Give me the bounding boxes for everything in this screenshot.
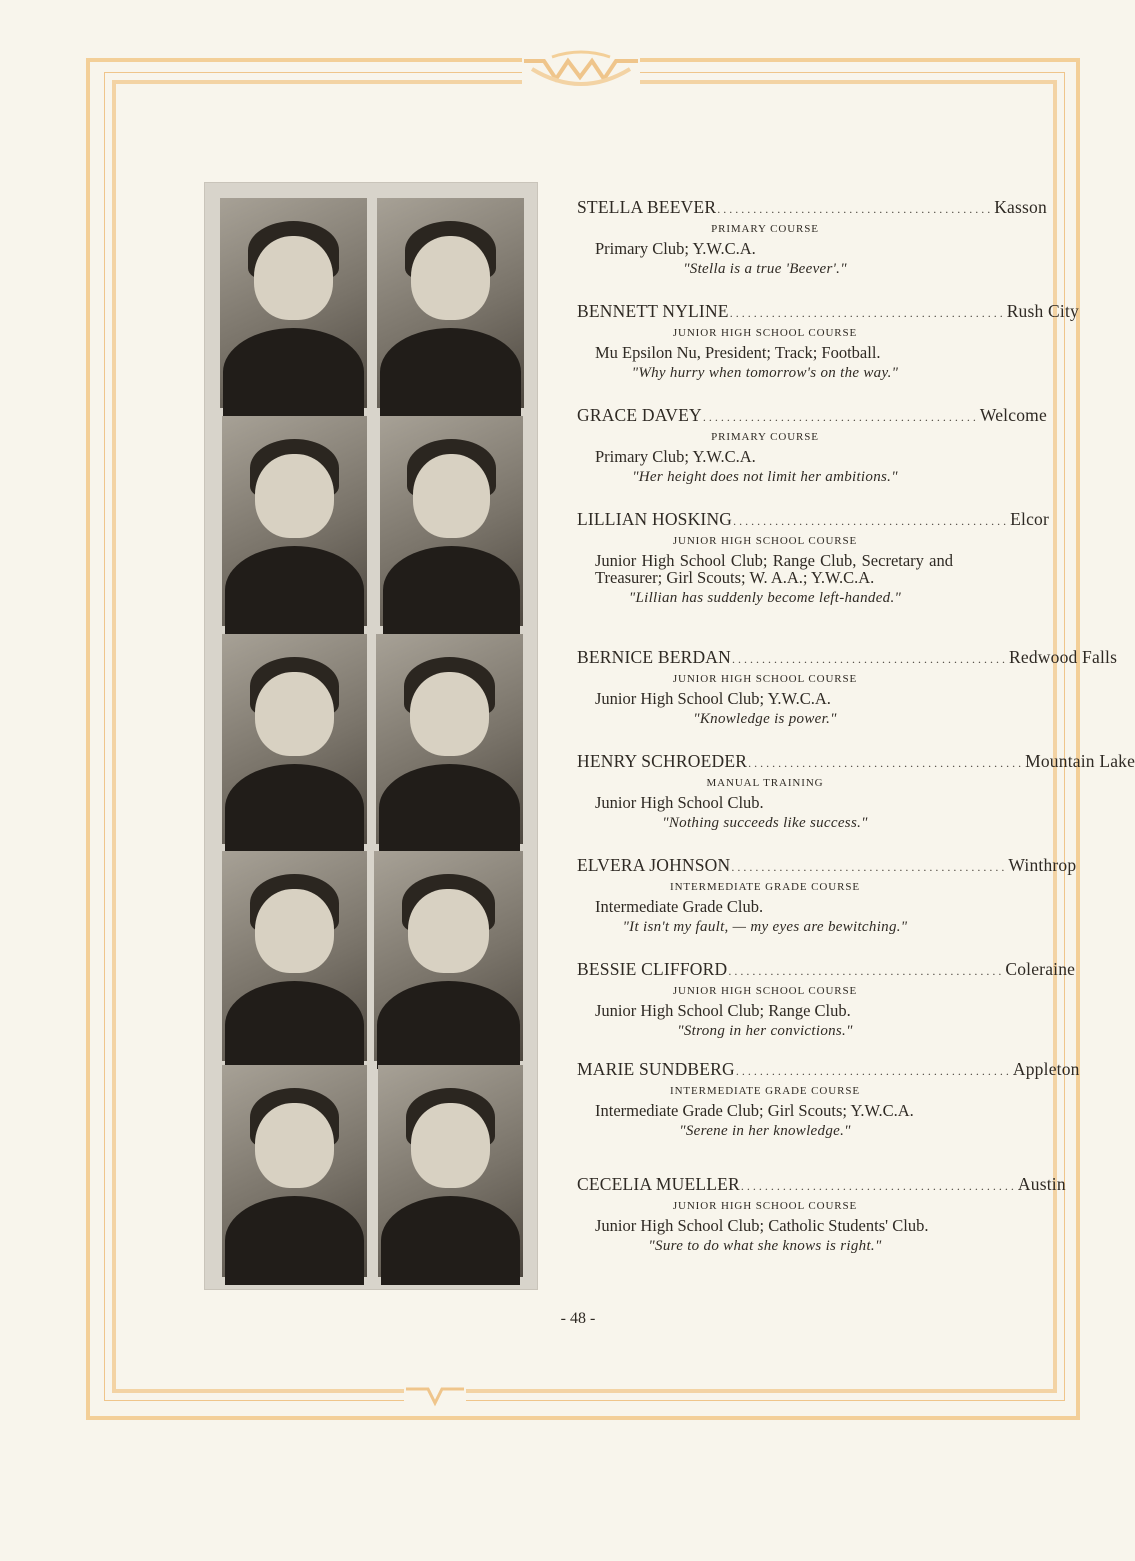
student-entry	[577, 196, 1047, 279]
quote: "Sure to do what she knows is right."	[648, 1238, 882, 1254]
quote: "Stella is a true 'Beever'."	[683, 261, 847, 277]
quote: "Strong in her convictions."	[677, 1023, 853, 1039]
student-name: ELVERA JOHNSON	[577, 855, 731, 875]
portrait-strip	[204, 182, 538, 1290]
student-entry	[577, 958, 1076, 1041]
activities: Primary Club; Y.W.C.A.	[595, 447, 756, 466]
student-entry	[577, 646, 1118, 729]
hometown: Redwood Falls	[1009, 647, 1118, 667]
hometown: Austin	[1017, 1174, 1066, 1194]
name-line: STELLA BEEVER .............................................. Kasson	[577, 197, 1047, 217]
portrait-photo	[222, 634, 367, 844]
hometown: Coleraine	[1005, 959, 1076, 979]
name-line: HENRY SCHROEDER .............................................. Mountain Lake	[577, 751, 1135, 771]
name-line: GRACE DAVEY .............................................. Welcome	[577, 405, 1047, 425]
activities: Mu Epsilon Nu, President; Track; Football.	[595, 343, 881, 362]
course-name: JUNIOR HIGH SCHOOL COURSE	[672, 1200, 858, 1212]
student-name: BESSIE CLIFFORD	[577, 959, 728, 979]
activities: Junior High School Club.	[595, 793, 764, 812]
student-entry	[577, 1173, 1066, 1256]
name-line: BENNETT NYLINE .............................................. Rush City	[577, 301, 1079, 321]
hometown: Kasson	[994, 197, 1047, 217]
course-name: JUNIOR HIGH SCHOOL COURSE	[672, 535, 858, 547]
course-name: JUNIOR HIGH SCHOOL COURSE	[672, 673, 858, 685]
student-name: GRACE DAVEY	[577, 405, 702, 425]
course-name: PRIMARY COURSE	[711, 431, 819, 443]
hometown: Welcome	[979, 405, 1047, 425]
portrait-photo	[222, 416, 367, 626]
portrait-photo	[376, 634, 523, 844]
name-line: ELVERA JOHNSON .............................................. Winthrop	[577, 855, 1077, 875]
student-name: MARIE SUNDBERG	[577, 1059, 735, 1079]
hometown: Mountain Lake	[1025, 751, 1135, 771]
student-name: LILLIAN HOSKING	[577, 509, 733, 529]
name-line: MARIE SUNDBERG .............................................. Appleton	[577, 1059, 1080, 1079]
quote: "Nothing succeeds like success."	[662, 815, 868, 831]
student-name: BENNETT NYLINE	[577, 301, 729, 321]
course-name: MANUAL TRAINING	[706, 777, 824, 789]
portrait-photo	[220, 198, 367, 408]
course-name: PRIMARY COURSE	[711, 223, 819, 235]
quote: "It isn't my fault, — my eyes are bewitching."	[622, 919, 908, 935]
activities: Junior High School Club; Range Club, Secretary and Treasurer; Girl Scouts; W. A.A.; Y.W.C.A.	[595, 551, 953, 587]
quote: "Her height does not limit her ambitions."	[632, 469, 898, 485]
student-name: STELLA BEEVER	[577, 197, 717, 217]
activities: Junior High School Club; Range Club.	[595, 1001, 851, 1020]
quote: "Serene in her knowledge."	[679, 1123, 851, 1139]
portrait-photo	[380, 416, 523, 626]
activities: Junior High School Club; Catholic Students' Club.	[595, 1216, 929, 1235]
hometown: Rush City	[1006, 301, 1079, 321]
hometown: Winthrop	[1008, 855, 1077, 875]
portrait-photo	[374, 851, 523, 1061]
top-ornament	[522, 47, 640, 97]
student-entry	[577, 508, 1050, 608]
name-line: BERNICE BERDAN .............................................. Redwood Falls	[577, 647, 1118, 667]
student-entry	[577, 854, 1077, 937]
portrait-photo	[378, 1065, 523, 1277]
hometown: Appleton	[1012, 1059, 1080, 1079]
student-name: HENRY SCHROEDER	[577, 751, 748, 771]
portrait-photo	[377, 198, 524, 408]
portrait-photo	[222, 1065, 367, 1277]
hometown: Elcor	[1010, 509, 1050, 529]
activities: Intermediate Grade Club.	[595, 897, 764, 916]
activities: Intermediate Grade Club; Girl Scouts; Y.W.C.A.	[595, 1101, 914, 1120]
course-name: INTERMEDIATE GRADE COURSE	[670, 1085, 860, 1097]
activities: Junior High School Club; Y.W.C.A.	[595, 689, 831, 708]
student-name: BERNICE BERDAN	[577, 647, 731, 667]
course-name: JUNIOR HIGH SCHOOL COURSE	[672, 985, 858, 997]
student-entry	[577, 1058, 1080, 1141]
student-entry	[577, 404, 1047, 487]
bottom-ornament	[404, 1385, 466, 1407]
name-line: BESSIE CLIFFORD .............................................. Coleraine	[577, 959, 1076, 979]
quote: "Lillian has suddenly become left-handed."	[628, 590, 902, 606]
name-line: LILLIAN HOSKING .............................................. Elcor	[577, 509, 1050, 529]
quote: "Knowledge is power."	[693, 711, 837, 727]
student-name: CECELIA MUELLER	[577, 1174, 740, 1194]
student-entry	[577, 300, 1079, 383]
portrait-photo	[222, 851, 367, 1061]
course-name: JUNIOR HIGH SCHOOL COURSE	[672, 327, 858, 339]
page-number: - 48 -	[560, 1310, 596, 1327]
student-entry	[577, 750, 1135, 833]
name-line: CECELIA MUELLER .............................................. Austin	[577, 1174, 1066, 1194]
activities: Primary Club; Y.W.C.A.	[595, 239, 756, 258]
course-name: INTERMEDIATE GRADE COURSE	[670, 881, 860, 893]
quote: "Why hurry when tomorrow's on the way."	[631, 365, 899, 381]
